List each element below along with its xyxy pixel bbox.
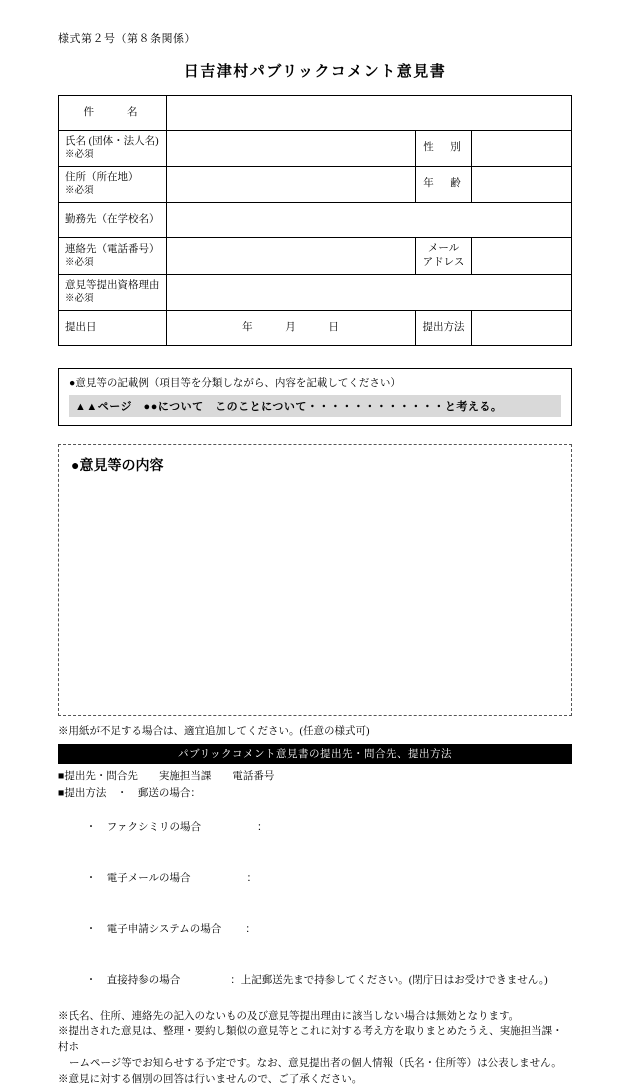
method-item-label: ・ 電子メールの場合 [85,872,191,884]
table-row [59,275,572,311]
table-row [59,311,572,346]
page-title: 日吉津村パブリックコメント意見書 [183,64,447,80]
table-row [59,166,572,202]
row-label-reason [59,275,167,311]
method-item [58,904,572,955]
row-label-email-line2: アドレス [422,257,465,269]
example-body: ▲▲ページ ●●について このことについて・・・・・・・・・・・・と考える。 [69,395,561,417]
submission-info-list [58,768,572,1006]
example-box [58,368,572,426]
method-item-value: ：上記郵送先まで持参してください。(閉庁日はお受けできません。) [230,974,548,986]
row-value-workplace[interactable] [167,202,572,237]
row-label-phone [59,237,167,274]
method-title: ■提出方法 ・ 郵送の場合： [58,787,201,799]
row-label-name [59,131,167,167]
contact-line: ■提出先・問合先 実施担当課 電話番号 [58,770,275,782]
row-label-gender: 性 別 [415,131,471,167]
footnote-line: ※意見に対する個別の回答は行いませんので、ご了承ください。 [58,1073,363,1085]
row-value-email[interactable] [471,237,571,274]
opinion-content-box[interactable] [58,444,572,716]
row-value-address[interactable] [167,166,416,202]
method-item-label: ・ 直接持参の場合 [85,974,181,986]
row-label-phone-required: ※必須 [65,257,94,268]
paper-note: ※用紙が不足する場合は、適宜追加してください。(任意の様式可) [58,726,370,738]
table-row [59,237,572,274]
row-label-workplace: 勤務先（在学校名） [59,202,167,237]
footnotes [58,1009,572,1087]
opinion-content-heading: ●意見等の内容 [71,459,164,475]
row-label-email-line1: メール [427,242,460,254]
row-label-subject: 件 名 [59,96,167,131]
row-label-reason-text: 意見等提出資格理由 [65,280,160,292]
row-label-address-text: 住所（所在地） [65,171,139,183]
form-number: 様式第２号（第８条関係） [58,33,196,45]
table-row [59,131,572,167]
row-value-gender[interactable] [471,131,571,167]
date-day-label: 日 [328,322,340,334]
row-value-age[interactable] [471,166,571,202]
method-item [58,853,572,904]
method-item-label: ・ 電子申請システムの場合 [85,923,222,935]
method-item-label: ・ ファクシミリの場合 [85,821,202,833]
table-row [59,202,572,237]
footnote-line: ※氏名、住所、連絡先の記入のないもの及び意見等提出理由に該当しない場合は無効となります。 [58,1010,520,1022]
row-label-age: 年 齢 [415,166,471,202]
date-year-label: 年 [242,322,254,334]
method-item [58,802,572,853]
method-item-value: ： [246,872,258,884]
method-item [58,955,572,1006]
row-value-subject[interactable] [167,96,572,131]
table-row [59,96,572,131]
row-label-name-text: 氏名 (団体・法人名) [65,136,159,147]
row-label-submitmethod: 提出方法 [415,311,471,346]
footnote-line: ームページ等でお知らせする予定です。なお、意見提出者の個人情報（氏名・住所等）は公表しません。 [69,1057,562,1069]
row-label-reason-required: ※必須 [65,294,94,305]
row-value-reason[interactable] [167,275,572,311]
row-value-name[interactable] [167,131,416,167]
method-item-value: ： [257,821,268,833]
footnote-line: ※提出された意見は、整理・要約し類似の意見等とこれに対する考え方を取りまとめたうえ、実施担当課・村ホ [58,1026,563,1054]
row-label-submitdate: 提出日 [59,311,167,346]
row-label-phone-text: 連絡先（電話番号） [65,243,160,255]
row-label-address [59,166,167,202]
date-month-label: 月 [285,322,297,334]
row-label-address-required: ※必須 [65,186,94,197]
row-value-phone[interactable] [167,237,416,274]
example-heading: ●意見等の記載例（項目等を分類しながら、内容を記載してください） [69,378,401,390]
submission-section-bar: パブリックコメント意見書の提出先・問合先、提出方法 [58,744,572,764]
row-value-submitmethod[interactable] [471,311,571,346]
opinion-form-table [58,95,572,346]
method-item-value: ： [245,923,256,935]
row-label-name-required: ※必須 [65,150,94,161]
row-label-email [415,237,471,274]
row-value-submitdate[interactable] [167,311,416,346]
